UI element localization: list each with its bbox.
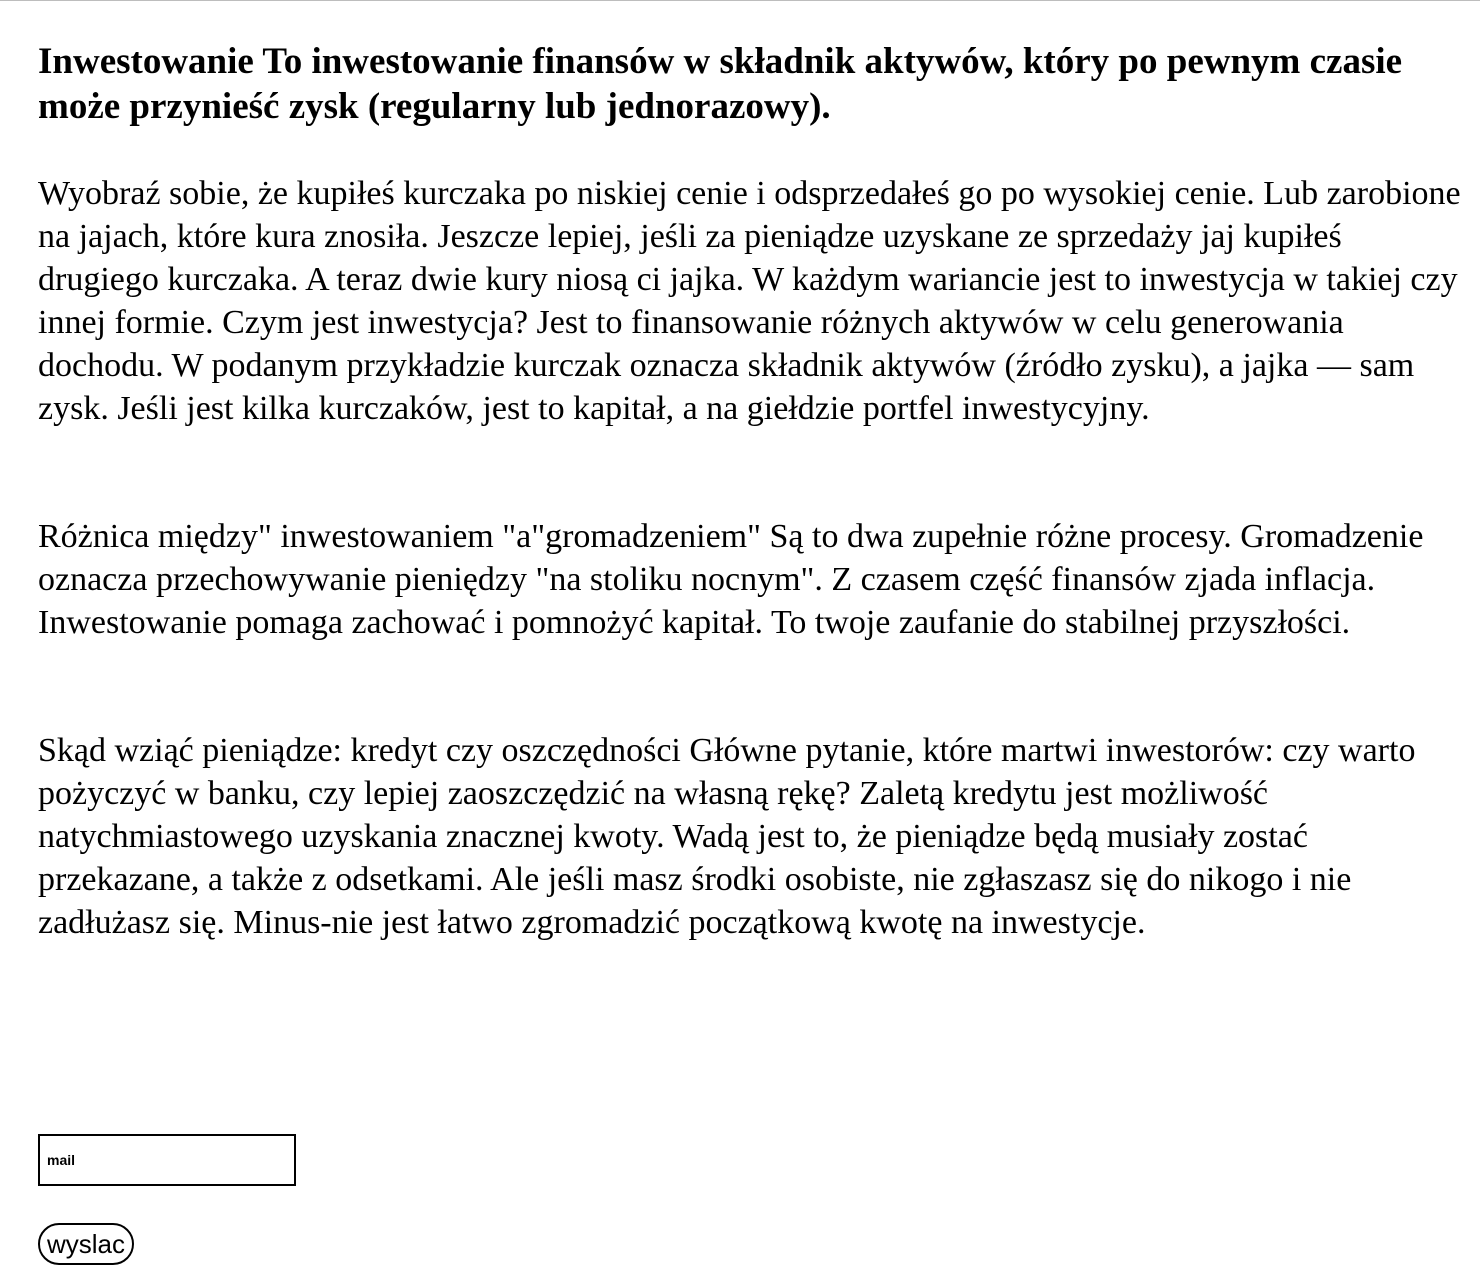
article (38, 39, 1468, 944)
top-divider (0, 0, 1480, 1)
submit-button[interactable]: wyslac (38, 1223, 134, 1265)
article-title: Inwestowanie To inwestowanie finansów w składnik aktywów, który po pewnym czasie może przynieść zysk (regularny lub jednorazowy). (38, 41, 1403, 127)
article-paragraph-saving-vs-investing: Różnica między" inwestowaniem "a"gromadzeniem" Są to dwa zupełnie różne procesy. Gromadzenie oznacza przechowywanie pieniędzy "na stoliku nocnym". Z czasem część finansów zjada inflacja. Inwestowanie pomaga zachować i pomnożyć kapitał. To twoje zaufanie do stabilnej przyszłości. (38, 518, 1424, 641)
email-input[interactable] (38, 1134, 296, 1186)
article-paragraph-investing: Wyobraź sobie, że kupiłeś kurczaka po niskiej cenie i odsprzedałeś go po wysokiej cenie. Lub zarobione na jajach, które kura znosiła. Jeszcze lepiej, jeśli za pieniądze uzyskane ze sprzedaży jaj kupiłeś drugiego kurczaka. A teraz dwie kury niosą ci jajka. W każdym wariancie jest to inwestycja w takiej czy innej formie. Czym jest inwestycja? Jest to finansowanie różnych aktywów w celu generowania dochodu. W podanym przykładzie kurczak oznacza składnik aktywów (źródło zysku), a jajka — sam zysk. Jeśli jest kilka kurczaków, jest to kapitał, a na giełdzie portfel inwestycyjny. (38, 175, 1461, 427)
article-paragraph-credit-vs-savings: Skąd wziąć pieniądze: kredyt czy oszczędności Główne pytanie, które martwi inwestorów: czy warto pożyczyć w banku, czy lepiej zaoszczędzić na własną rękę? Zaletą kredytu jest możliwość natychmiastowego uzyskania znacznej kwoty. Wadą jest to, że pieniądze będą musiały zostać przekazane, a także z odsetkami. Ale jeśli masz środki osobiste, nie zgłaszasz się do nikogo i nie zadłużasz się. Minus-nie jest łatwo zgromadzić początkową kwotę na inwestycje. (38, 732, 1416, 941)
